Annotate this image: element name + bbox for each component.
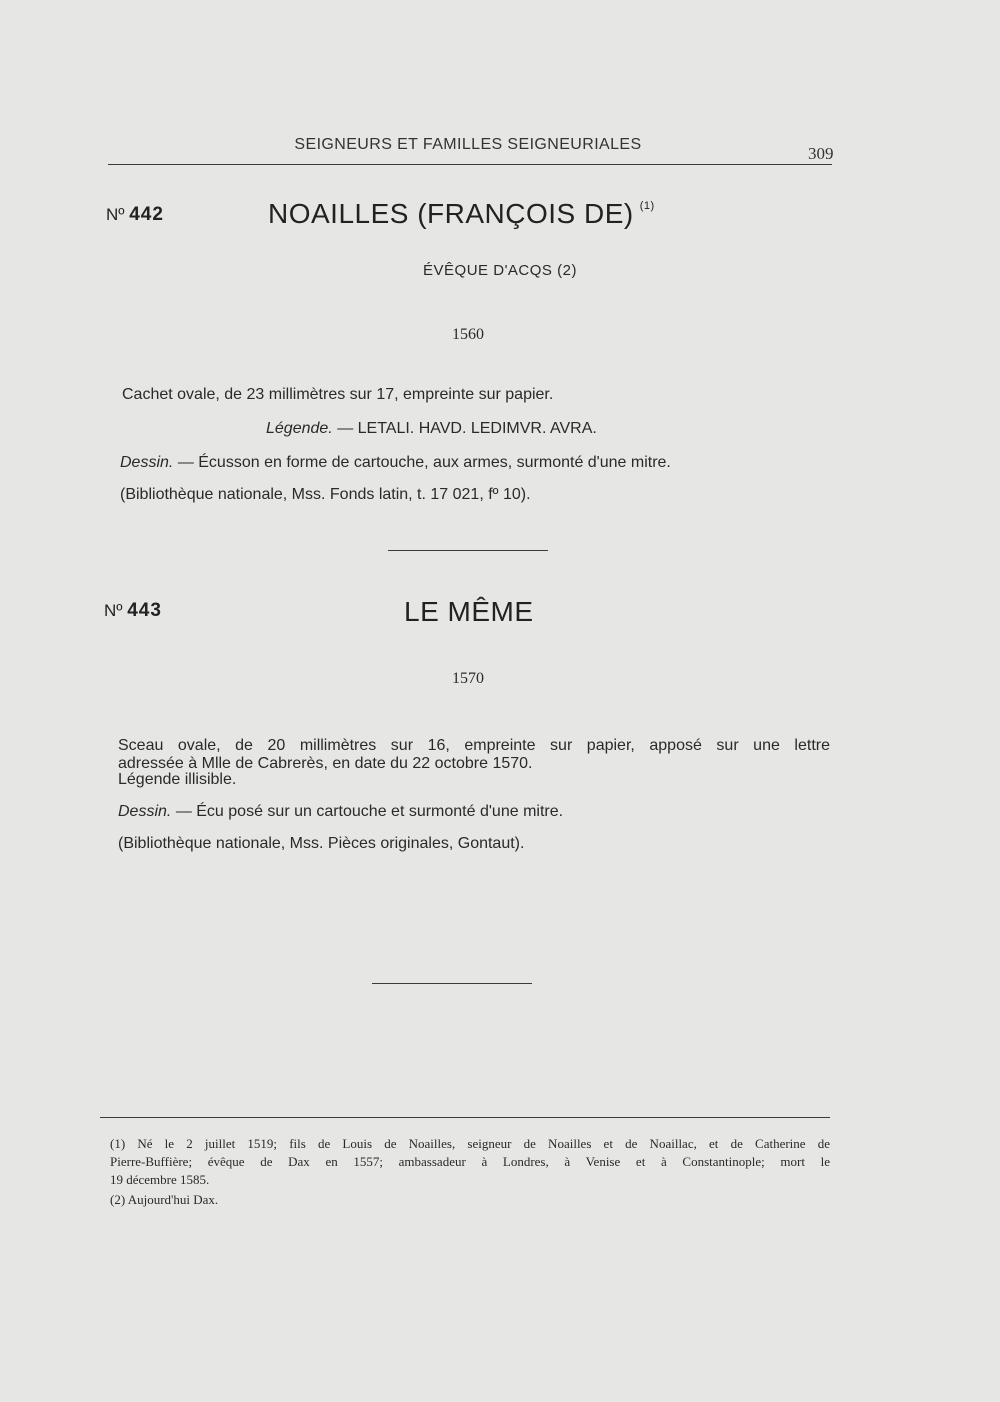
entry-442-legend [266, 420, 597, 438]
section-separator-2 [372, 983, 532, 984]
entry-442-source: (Bibliothèque nationale, Mss. Fonds latin, t. 17 021, fº 10). [120, 486, 531, 503]
entry-442-subtitle: ÉVÊQUE D'ACQS (2) [423, 262, 577, 279]
footnote-1-line3: 19 décembre 1585. [110, 1172, 210, 1187]
entry-443-number-prefix: Nº [104, 601, 123, 620]
footnote-rule [100, 1117, 830, 1118]
entry-442-legend-text: — LETALI. HAVD. LEDIMVR. AVRA. [337, 420, 597, 437]
entry-442-drawing-text: — Écusson en forme de cartouche, aux armes, surmonté d'une mitre. [177, 454, 671, 471]
entry-442-drawing [120, 454, 671, 472]
entry-442-year: 1560 [452, 326, 484, 343]
footnote-2: (2) Aujourd'hui Dax. [110, 1192, 219, 1207]
entry-443-drawing [118, 803, 563, 821]
entry-442-description: Cachet ovale, de 23 millimètres sur 17, empreinte sur papier. [122, 386, 554, 403]
page-number: 309 [808, 144, 834, 163]
entry-443-drawing-label: Dessin. [118, 803, 172, 820]
entry-442-drawing-label: Dessin. [120, 454, 174, 471]
entry-443-description-line1: Sceau ovale, de 20 millimètres sur 16, empreinte sur papier, apposé sur une lettre [118, 737, 830, 754]
entry-443-title: LE MÊME [404, 596, 534, 627]
entry-443-source: (Bibliothèque nationale, Mss. Pièces originales, Gontaut). [118, 835, 525, 852]
entry-442-title [268, 198, 655, 230]
section-separator [388, 550, 548, 551]
running-head: SEIGNEURS ET FAMILLES SEIGNEURIALES [294, 136, 642, 153]
footnote-1-line2: Pierre-Buffière; évêque de Dax en 1557; ambassadeur à Londres, à Venise et à Constantinople; mort le [110, 1154, 830, 1169]
entry-443-number-value: 443 [127, 600, 162, 621]
entry-443-description-line2: adressée à Mlle de Cabrerès, en date du 22 octobre 1570. [118, 755, 533, 772]
entry-442-title-text: NOAILLES (FRANÇOIS DE) [268, 198, 634, 229]
footnote-1-line1: (1) Né le 2 juillet 1519; fils de Louis de Noailles, seigneur de Noailles et de Noaillac, et de Catherine de [110, 1136, 830, 1151]
entry-442-title-note: (1) [639, 200, 655, 212]
entry-443-number [104, 600, 162, 622]
entry-443-drawing-text: — Écu posé sur un cartouche et surmonté d'une mitre. [175, 803, 564, 820]
entry-443-year: 1570 [452, 670, 484, 687]
entry-442-number-value: 442 [129, 204, 164, 225]
entry-442-number [106, 204, 164, 226]
entry-442-number-prefix: Nº [106, 205, 125, 224]
header-rule [108, 164, 832, 165]
entry-443-legend: Légende illisible. [118, 771, 237, 788]
entry-442-legend-label: Légende. [266, 420, 333, 437]
